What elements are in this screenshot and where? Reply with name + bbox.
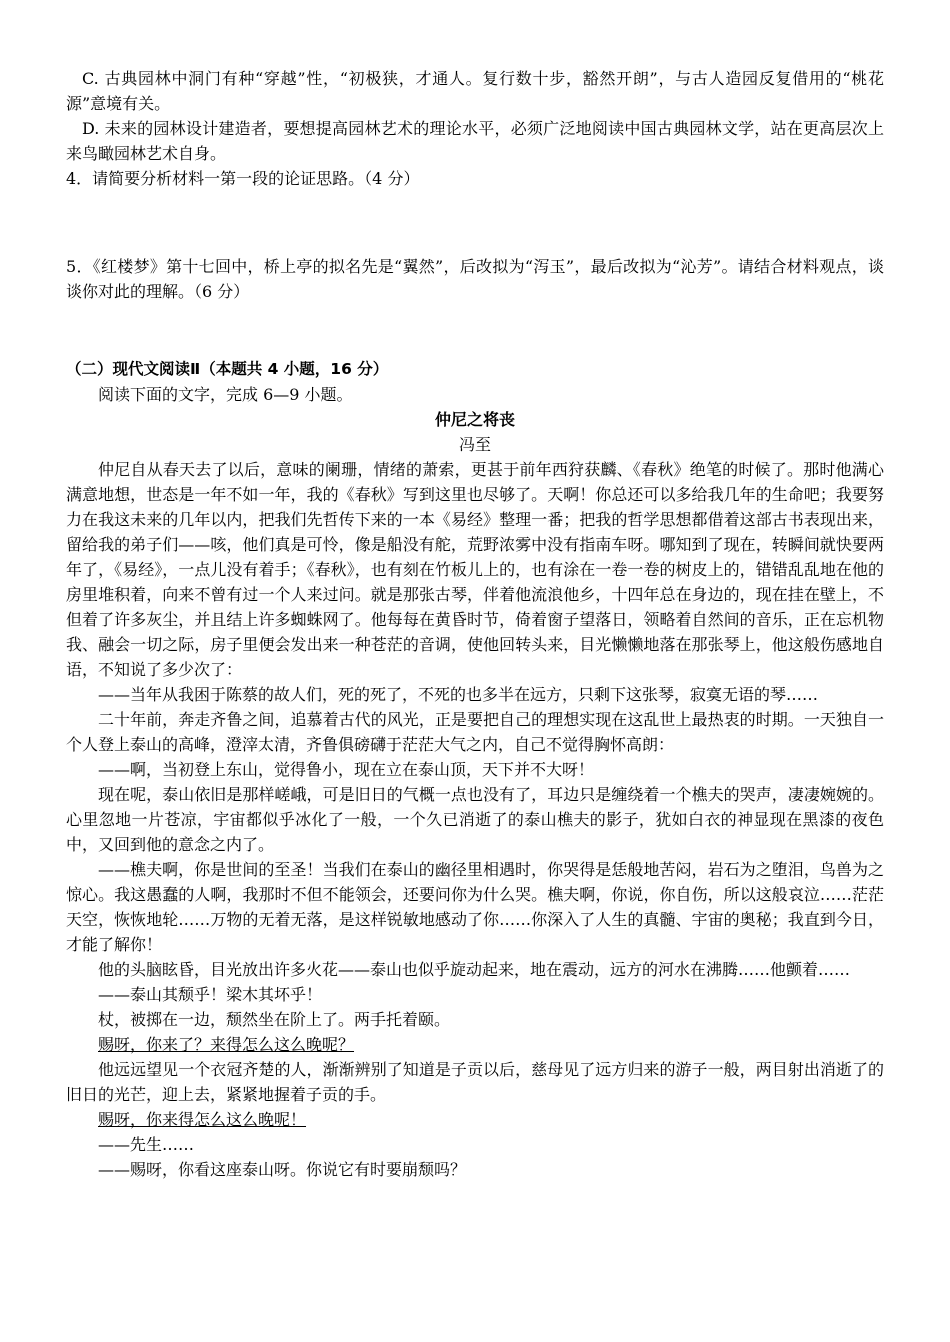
section-instruction: 阅读下面的文字，完成 6—9 小题。 bbox=[98, 385, 353, 404]
article-paragraph: 他的头脑眩昏，目光放出许多火花——泰山也似乎旋动起来，地在震动，远方的河水在沸腾……他颤着…… bbox=[98, 960, 851, 979]
article-paragraph: 他远远望见一个衣冠齐楚的人，渐渐辨别了知道是子贡以后，慈母见了远方归来的游子一般，两目射出消逝了的旧日的光芒，迎上去，紧紧地握着子贡的手。 bbox=[66, 1060, 884, 1104]
article-paragraph-underlined bbox=[66, 1107, 884, 1132]
answer-space-5 bbox=[66, 304, 884, 357]
article-paragraph: ——泰山其颓乎！梁木其坏乎！ bbox=[98, 985, 323, 1004]
article-author: 冯至 bbox=[458, 435, 491, 454]
option-d: D. 未来的园林设计建造者，要想提高园林艺术的理论水平，必须广泛地阅读中国古典园林文学，站在更高层次上来鸟瞰园林艺术自身。 bbox=[66, 119, 884, 163]
section-heading: （二）现代文阅读Ⅱ（本题共 4 小题，16 分） bbox=[66, 360, 389, 378]
answer-space-4 bbox=[66, 191, 884, 254]
article-paragraph: 仲尼自从春天去了以后，意味的阑珊，情绪的萧索，更甚于前年西狩获麟、《春秋》绝笔的时候了。那时他满心满意地想，世态是一年不如一年，我的《春秋》写到这里也尽够了。天啊！你总还可以多给我几年的生命吧；我要努力在我这未来的几年以内，把我们先哲传下来的一本《易经》整理一番；把我的哲学思想都借着这部古书表现出来，留给我的弟子们——咳，他们真是可怜，像是船没有舵，荒野浓雾中没有指南车呀。哪知到了现在，转瞬间就快要两年了，《易经》，一点儿没有着手；《春秋》，也有刻在竹板儿上的，也有涂在一卷一卷的树皮上的，错错乱乱地在他的房里堆积着，向来不曾有过一个人来过问。就是那张古琴，伴着他流浪他乡，十四年总在身边的，现在挂在壁上，不但着了许多灰尘，并且结上许多蜘蛛网了。他每每在黄昏时节，倚着窗子望落日，领略着自然间的音乐，正在忘机物我、融会一切之际，房子里便会发出来一种苍茫的音调，使他回转头来，目光懒懒地落在那张琴上，他这般伤感地自语，不知说了多少次了： bbox=[66, 460, 884, 679]
article-paragraph: ——当年从我困于陈蔡的故人们，死的死了，不死的也多半在远方，只剩下这张琴，寂寞无语的琴…… bbox=[98, 685, 819, 704]
article-paragraph: 杖，被掷在一边，颓然坐在阶上了。两手托着颐。 bbox=[98, 1010, 451, 1029]
article-paragraph: 二十年前，奔走齐鲁之间，追慕着古代的风光，正是要把自己的理想实现在这乱世上最热衷的时期。一天独自一个人登上泰山的高峰，澄滓太清，齐鲁俱磅礴于茫茫大气之内，自己不觉得胸怀高朗： bbox=[66, 710, 884, 754]
article-paragraph: 现在呢，泰山依旧是那样嵯峨，可是旧日的气概一点也没有了，耳边只是缠绕着一个樵夫的哭声，凄凄婉婉的。心里忽地一片苍凉，宇宙都似乎冰化了一般，一个久已消逝了的泰山樵夫的影子，犹如白衣的神显现在黑漆的夜色中，又回到他的意念之内了。 bbox=[66, 785, 884, 854]
article-paragraph-underlined bbox=[66, 1032, 884, 1057]
question-4: 4．请简要分析材料一第一段的论证思路。（4 分） bbox=[66, 169, 420, 188]
underlined-sentence: 赐呀，你来得怎么这么晚呢！ bbox=[98, 1110, 307, 1129]
option-c: C. 古典园林中洞门有种“穿越”性，“初极狭，才通人。复行数十步，豁然开朗”，与古人造园反复借用的“桃花源”意境有关。 bbox=[66, 69, 884, 113]
article-paragraph: ——樵夫啊，你是世间的至圣！当我们在泰山的幽径里相遇时，你哭得是恁般地苦闷，岩石为之堕泪，鸟兽为之惊心。我这愚蠢的人啊，我那时不但不能领会，还要问你为什么哭。樵夫啊，你说，你自伤，所以这般哀泣……茫茫天空，恢恢地轮……万物的无着无落，是这样锐敏地感动了你……你深入了人生的真髓、宇宙的奥秘；我直到今日，才能了解你！ bbox=[66, 860, 884, 954]
exam-page bbox=[66, 66, 884, 1182]
article-paragraph: ——赐呀，你看这座泰山呀。你说它有时要崩颓吗？ bbox=[98, 1160, 467, 1179]
question-5: 5．《红楼梦》第十七回中，桥上亭的拟名先是“翼然”，后改拟为“泻玉”，最后改拟为“沁芳”。请结合材料观点，谈谈你对此的理解。（6 分） bbox=[66, 257, 884, 301]
article-title: 仲尼之将丧 bbox=[434, 410, 515, 429]
article-paragraph: ——先生…… bbox=[98, 1135, 195, 1154]
underlined-sentence: 赐呀，你来了？来得怎么这么晚呢？ bbox=[98, 1035, 355, 1054]
article-paragraph: ——啊，当初登上东山，觉得鲁小，现在立在泰山顶，天下并不大呀！ bbox=[98, 760, 595, 779]
